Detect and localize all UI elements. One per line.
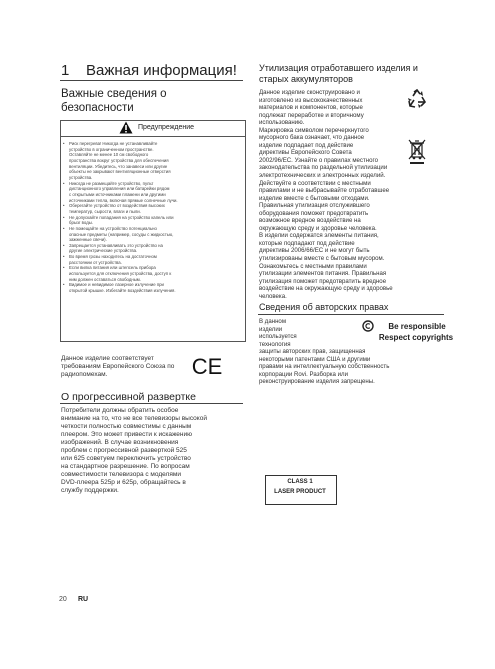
warning-item: • Во время грозы находитесь на достаточном расстоянии от устройства. [62,254,242,265]
disposal-heading-line-2: старых аккумуляторов [259,74,353,84]
warning-item: • Не допускайте попадания на устройство капель или брызг воды. [62,215,242,226]
warning-header-rule [60,136,246,137]
copyright-badge-line-2: Respect copyrights [378,333,454,342]
copyright-rule [258,314,444,315]
svg-text:CE: CE [191,355,223,377]
safety-heading-line-2: безопасности [61,102,134,114]
ce-mark-icon [190,355,224,377]
safety-heading-line-1: Важные сведения о [61,88,167,100]
warning-title: Предупреждение [138,124,195,131]
copyright-paragraph: защиты авторских прав, защищенная некоторыми патентами США и другими правами на интеллектуальную собственность корпорации Rovi. Разборка или реконструирование изделия запрещены. [259,348,390,386]
ce-statement: Данное изделие соответствует требованиям Европейского Союза по радиопомехам. [61,355,175,378]
recycle-icon [406,88,428,110]
copyright-badge-line-1: Be responsible [388,322,446,331]
copyright-paragraph-short: В данном изделии используется технология [259,318,297,348]
crossed-bin-icon [406,137,428,165]
chapter-number: 1 [61,62,70,79]
language-code: RU [78,596,89,603]
warning-item: • Запрещается устанавливать это устройство на другие электрические устройства. [62,243,242,254]
page-number: 20 [59,596,67,603]
warning-item: • Видимое и невидимое лазерное излучение при открытой крышке. Избегайте воздействия излучения. [62,282,242,293]
progressive-heading: О прогрессивной развертке [61,391,196,403]
disposal-heading-line-1: Утилизация отработавшего изделия и [259,63,418,73]
warning-item: • Не помещайте на устройство потенциально опасные предметы (например, сосуды с жидкостью, зажженные свечи). [62,226,242,243]
progressive-rule [60,403,243,404]
copyright-circle-icon [362,320,374,332]
warning-item: • Оберегайте устройство от воздействия высоких температур, сырости, влаги и пыли. [62,203,242,214]
chapter-rule [60,80,243,81]
laser-label-line-1: CLASS 1 [287,479,313,485]
warning-item: • Если вилка питания или штепсель прибора используется для отключения устройства, доступ к ним должен оставаться свободным. [62,265,242,282]
warning-item: • Риск перегрева! Никогда не устанавливайте устройство в ограниченном пространстве. Оставляйте не менее 10 см свободного пространства вокруг устройства для обеспечения вентиляции. Убедитесь, что занавеси или другие объекты не закрывают вентиляционные отверстия устройства. [62,141,242,181]
warning-icon [119,121,133,134]
disposal-paragraph: Данное изделие сконструировано и изготовлено из высококачественных материалов и компонентов, которые подлежат переработке и вторичному использованию. Маркировка символом перечеркнутого мусорного бака означает, что данное изделие подпадает под действие директивы Европейского Совета 2002/96/EC. Узнайте о правилах местного законодательства по раздельной утилизации электротехнических и электронных изделий. Действуйте в соответствии с местными правилами и не выбрасывайте отработавшее изделие вместе с бытовыми отходами. Правильная утилизация отслужившего оборудования поможет предотвратить возможное вредное воздействие на окружающую среду и здоровье человека. В изделии содержатся элементы питания, которые подпадают под действие директивы 2006/66/EC и не могут быть утилизированы вместе с бытовым мусором. Ознакомьтесь с местными правилами утилизации элементов питания. Правильная утилизация поможет предотвратить вредное воздействие на окружающую среду и здоровье человека. [259,89,393,300]
progressive-paragraph: Потребители должны обратить особое внимание на то, что не все телевизоры высокой четкости полностью совместимы с данным плеером. Это может привести к искажению изображений. В случае возникновения проблем с прогрессивной разверткой 525 или 625 советуем переключить устройство на стандартное разрешение. По вопросам совместимости телевизора с моделями DVD-плеера 525p и 625p, обращайтесь в службу поддержки. [61,407,207,494]
warning-list [62,141,242,294]
copyright-heading: Сведения об авторских правах [259,302,389,312]
laser-label-line-2: LASER PRODUCT [274,489,326,495]
warning-item: • Никогда не размещайте устройство, пульт дистанционного управления или батарейки рядом с открытыми источниками пламени или другими источниками тепла, включая прямые солнечные лучи. [62,181,242,204]
chapter-title: Важная информация! [86,62,237,79]
